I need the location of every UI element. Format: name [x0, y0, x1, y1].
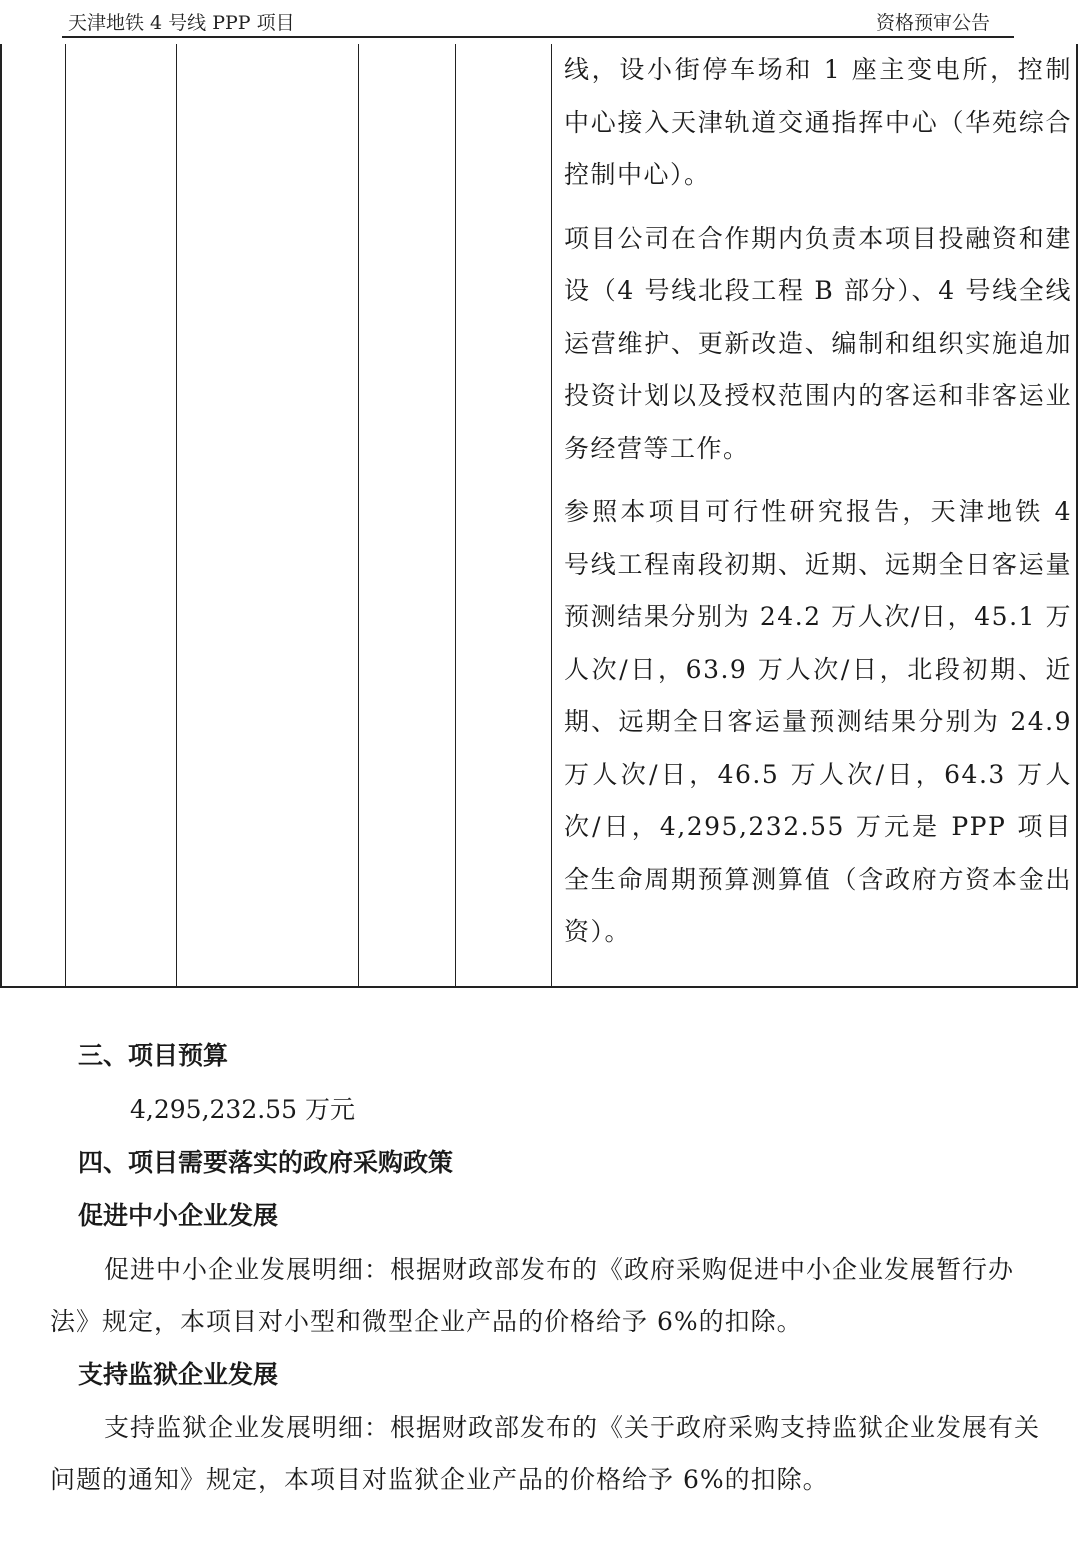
section-4-title: 四、项目需要落实的政府采购政策	[78, 1148, 454, 1177]
cell-paragraph: 参照本项目可行性研究报告，天津地铁 4 号线工程南段初期、近期、远期全日客运量预测结果分别为 24.2 万人次/日，45.1 万人次/日，63.9 万人次/日，北段初期、近期、远期全日客运量预测结果分别为 24.9 万人次/日，46.5 万人次/日，64.3 万人次/日，4,295,232.55 万元是 PPP 项目全生命周期预算测算值（含政府方资本金出资）。	[564, 497, 1072, 946]
sme-policy-text: 促进中小企业发展明细：根据财政部发布的《政府采购促进中小企业发展暂行办法》规定，本项目对小型和微型企业产品的价格给予 6%的扣除。	[50, 1255, 1015, 1336]
page-header	[62, 6, 1014, 38]
prison-enterprise-policy-text: 支持监狱企业发展明细：根据财政部发布的《关于政府采购支持监狱企业发展有关问题的通知》规定，本项目对监狱企业产品的价格给予 6%的扣除。	[50, 1413, 1041, 1494]
header-project-name: 天津地铁 4 号线 PPP 项目	[68, 12, 295, 34]
table-column-divider	[551, 44, 552, 986]
project-budget-value: 4,295,232.55 万元	[130, 1095, 355, 1124]
table-description-cell	[564, 44, 1072, 970]
section-3-title: 三、项目预算	[78, 1041, 229, 1070]
header-document-type: 资格预审公告	[875, 12, 990, 34]
cell-paragraph: 线，设小街停车场和 1 座主变电所，控制中心接入天津轨道交通指挥中心（华苑综合控制中心）。	[564, 55, 1072, 189]
sme-policy-title: 促进中小企业发展	[78, 1201, 279, 1230]
cell-paragraph: 项目公司在合作期内负责本项目投融资和建设（4 号线北段工程 B 部分）、4 号线全线运营维护、更新改造、编制和组织实施追加投资计划以及授权范围内的客运和非客运业务经营等工作。	[564, 223, 1072, 463]
table-column-divider	[455, 44, 456, 986]
table-column-divider	[176, 44, 177, 986]
table-column-divider	[65, 44, 66, 986]
table-column-divider	[358, 44, 359, 986]
prison-enterprise-policy-title: 支持监狱企业发展	[78, 1360, 279, 1389]
